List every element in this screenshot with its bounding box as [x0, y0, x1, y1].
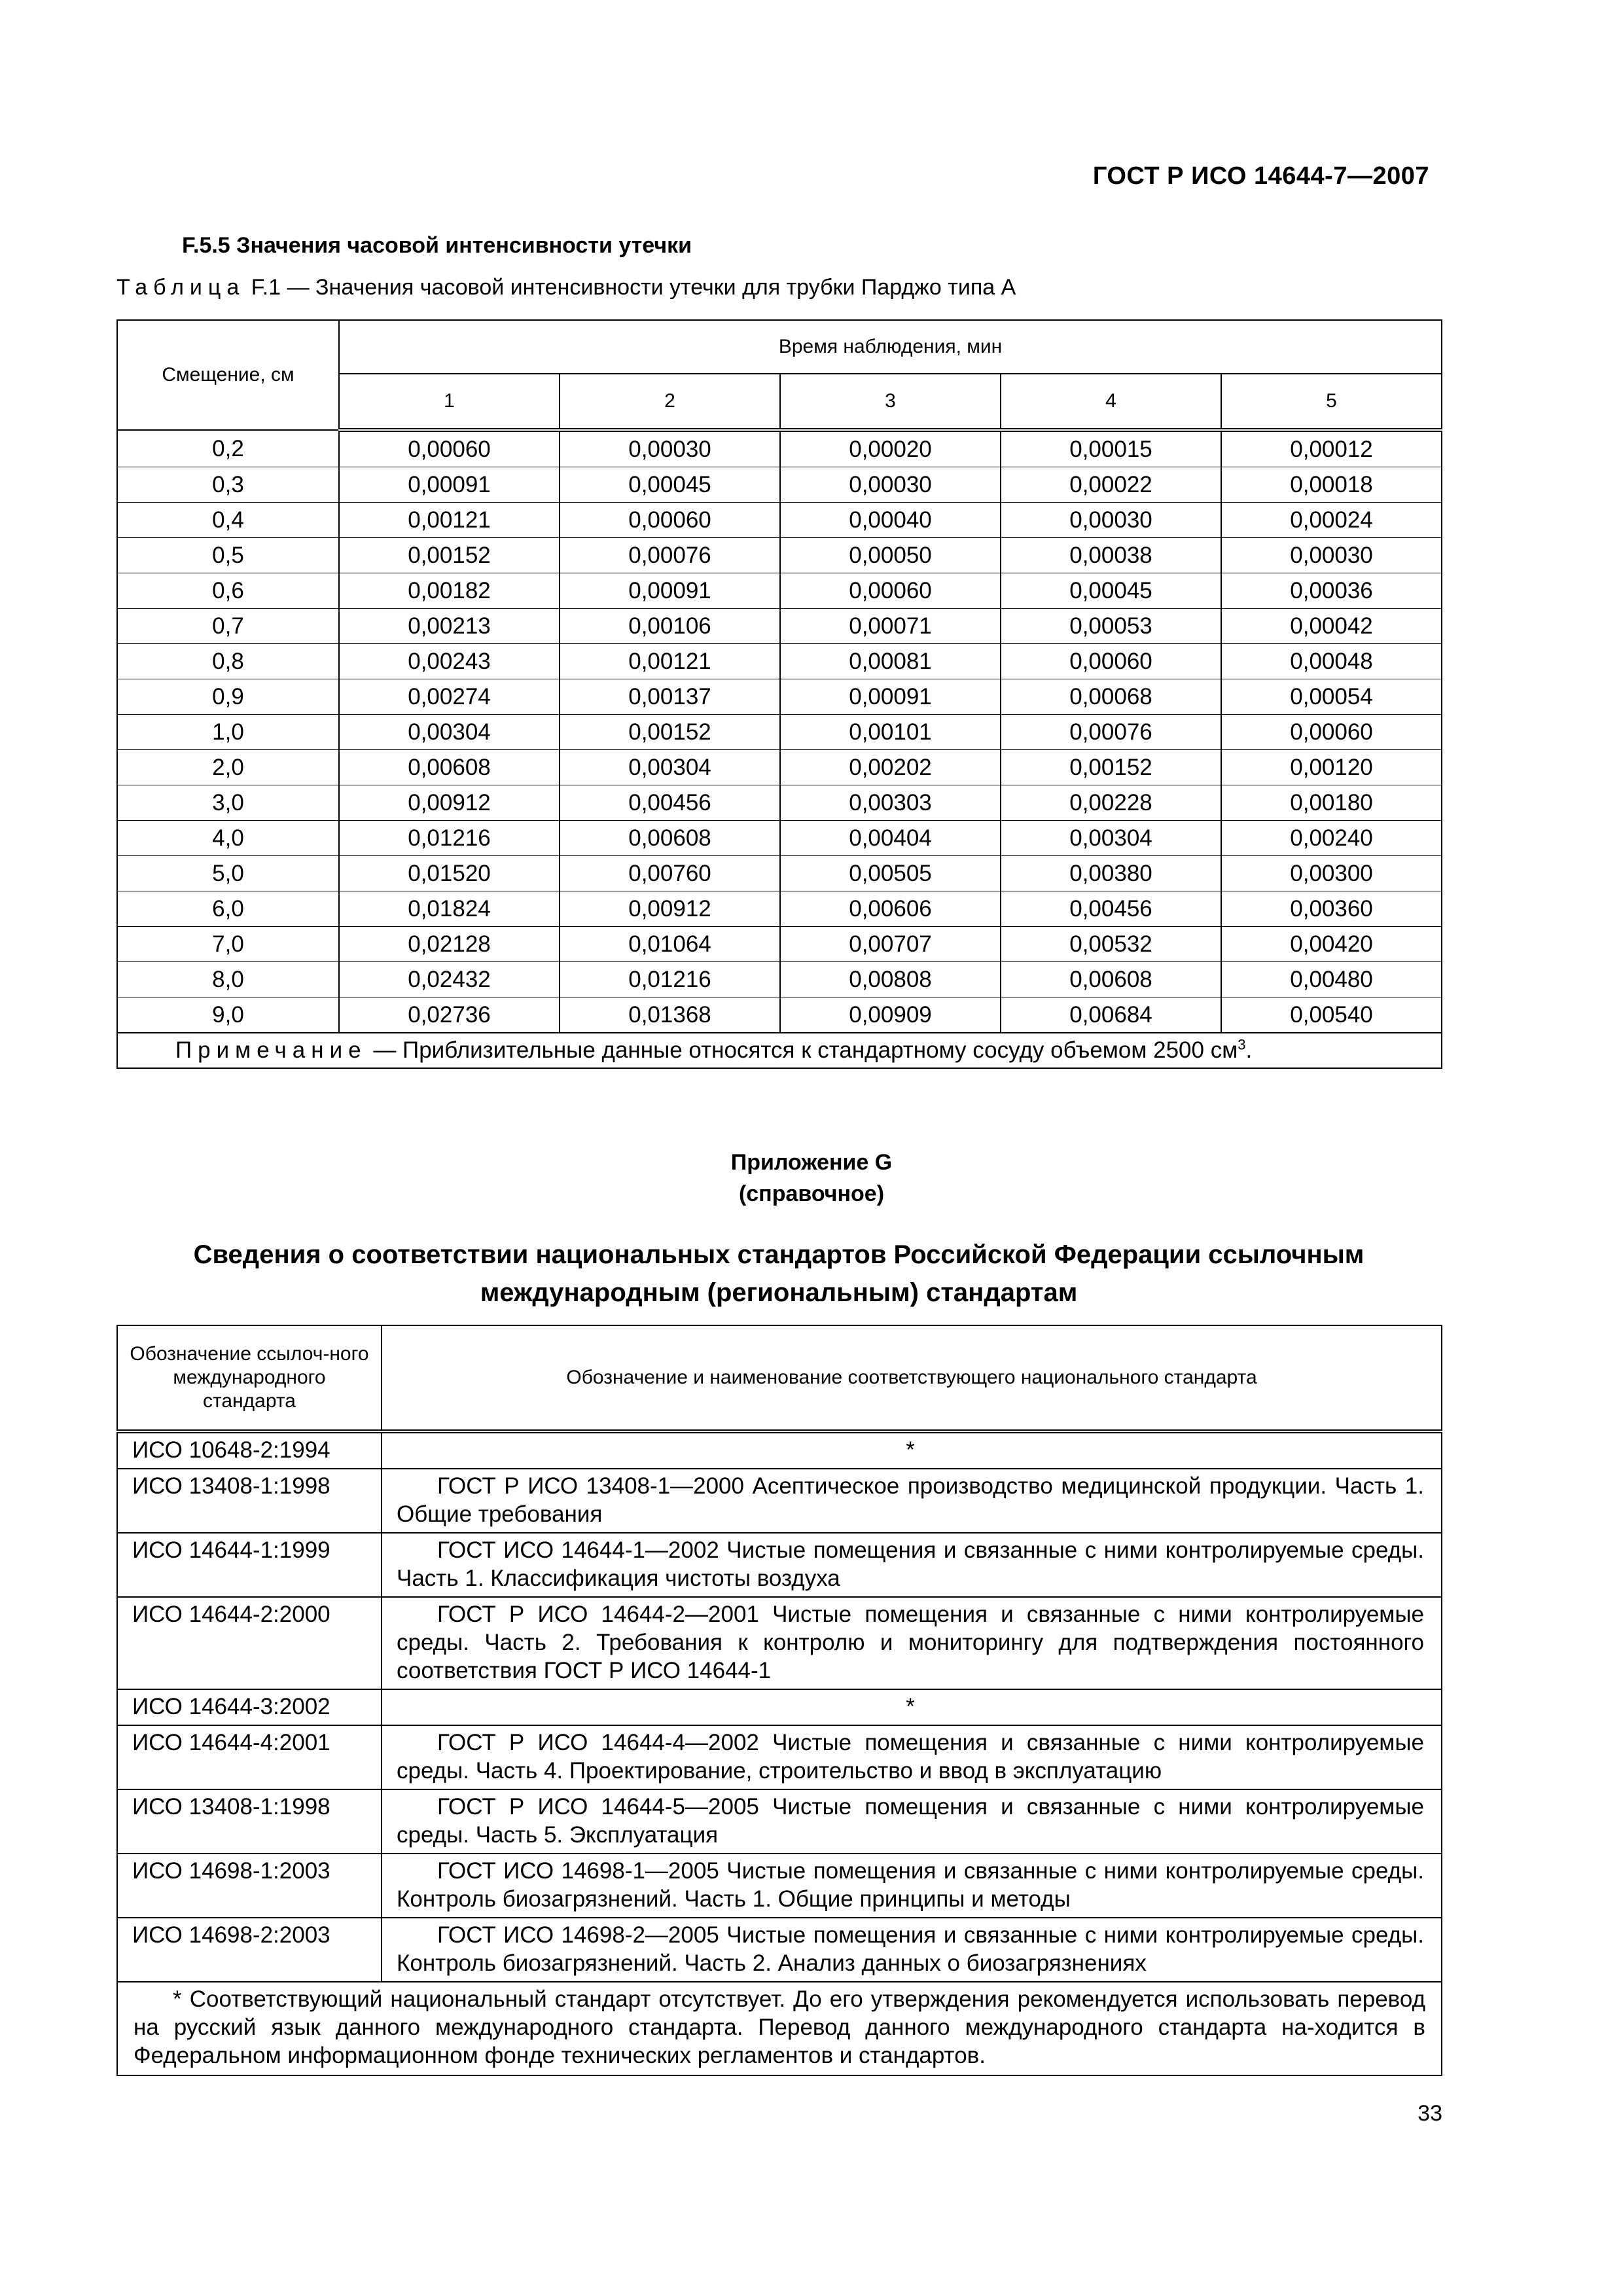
- table-row: [117, 1854, 1442, 1918]
- col-header-observation-time: Время наблюдения, мин: [339, 320, 1442, 374]
- table-note: [117, 1033, 1442, 1068]
- national-standard-cell: ГОСТ ИСО 14644-1—2002 Чистые помещения и связанные с ними контролируемые среды. Часть 1. Классификация чистоты воздуха: [382, 1533, 1442, 1597]
- note-text: — Приблизительные данные относятся к стандартному сосуду объемом 2500 см: [366, 1037, 1238, 1063]
- leak-rate-cell: 0,02736: [339, 997, 560, 1033]
- leak-rate-cell: 0,00050: [780, 538, 1001, 573]
- leak-rate-cell: 0,00456: [1001, 891, 1221, 927]
- table-footnote: * Соответствующий национальный стандарт отсутствует. До его утверждения рекомендуется использовать перевод на русский язык данного международного стандарта. Перевод данного международного стандарта на-ходится в Федеральном информационном фонде технических регламентов и стандартов.: [117, 1982, 1442, 2075]
- leak-rate-cell: 0,00213: [339, 609, 560, 644]
- leak-rate-cell: 0,00300: [1221, 856, 1442, 891]
- table-row: [117, 503, 1442, 538]
- leak-rate-cell: 0,00040: [780, 503, 1001, 538]
- leak-rate-cell: 0,01520: [339, 856, 560, 891]
- offset-cell: 6,0: [117, 891, 339, 927]
- offset-cell: 8,0: [117, 962, 339, 997]
- offset-cell: 3,0: [117, 785, 339, 821]
- leak-rate-cell: 0,00608: [339, 750, 560, 785]
- document-code: ГОСТ Р ИСО 14644-7—2007: [1092, 162, 1429, 190]
- leak-rate-cell: 0,00012: [1221, 430, 1442, 467]
- col-header-minute: 2: [560, 374, 780, 430]
- table-f1-caption: [116, 275, 1016, 300]
- reference-standard-cell: ИСО 10648-2:1994: [117, 1431, 382, 1469]
- leak-rate-cell: 0,00060: [780, 573, 1001, 609]
- leak-rate-cell: 0,00060: [560, 503, 780, 538]
- leak-rate-cell: 0,00068: [1001, 679, 1221, 715]
- leak-rate-cell: 0,00304: [560, 750, 780, 785]
- table-caption-text: F.1 — Значения часовой интенсивности утечки для трубки Парджо типа А: [251, 275, 1016, 300]
- table-row: [117, 1533, 1442, 1597]
- leak-rate-cell: 0,00360: [1221, 891, 1442, 927]
- leak-rate-cell: 0,00456: [560, 785, 780, 821]
- leak-rate-cell: 0,00202: [780, 750, 1001, 785]
- national-standard-cell: *: [382, 1431, 1442, 1469]
- national-standard-cell: ГОСТ Р ИСО 14644-2—2001 Чистые помещения и связанные с ними контролируемые среды. Часть 2. Требования к контролю и мониторингу для подтверждения постоянного соответствия ГОСТ Р ИСО 14644-1: [382, 1597, 1442, 1689]
- reference-standard-cell: ИСО 13408-1:1998: [117, 1789, 382, 1854]
- page-number: 33: [1418, 2101, 1442, 2126]
- correspondence-table-body: [117, 1431, 1442, 1982]
- offset-cell: 0,4: [117, 503, 339, 538]
- national-standard-cell: ГОСТ Р ИСО 14644-4—2002 Чистые помещения и связанные с ними контролируемые среды. Часть 4. Проектирование, строительство и ввод в эксплуатацию: [382, 1725, 1442, 1789]
- table-row: [117, 997, 1442, 1033]
- table-row: [117, 891, 1442, 927]
- leak-rate-cell: 0,00240: [1221, 821, 1442, 856]
- table-row: [117, 430, 1442, 467]
- leak-rate-cell: 0,00912: [560, 891, 780, 927]
- leak-rate-cell: 0,00608: [560, 821, 780, 856]
- table-row: [117, 927, 1442, 962]
- leak-rate-cell: 0,00606: [780, 891, 1001, 927]
- leak-rate-cell: 0,00152: [560, 715, 780, 750]
- offset-cell: 5,0: [117, 856, 339, 891]
- table-row: [117, 962, 1442, 997]
- leak-rate-cell: 0,00152: [1001, 750, 1221, 785]
- offset-cell: 0,8: [117, 644, 339, 679]
- leak-rate-cell: 0,00022: [1001, 467, 1221, 503]
- leak-rate-cell: 0,00020: [780, 430, 1001, 467]
- leak-table-body: [117, 430, 1442, 1033]
- leak-rate-cell: 0,00024: [1221, 503, 1442, 538]
- leak-rate-cell: 0,01216: [560, 962, 780, 997]
- leak-rate-cell: 0,00707: [780, 927, 1001, 962]
- leak-rate-cell: 0,00420: [1221, 927, 1442, 962]
- table-row: [117, 750, 1442, 785]
- col-header-national-standard: Обозначение и наименование соответствующего национального стандарта: [382, 1325, 1442, 1431]
- leak-rate-cell: 0,00054: [1221, 679, 1442, 715]
- offset-cell: 4,0: [117, 821, 339, 856]
- national-standard-cell: ГОСТ Р ИСО 13408-1—2000 Асептическое производство медицинской продукции. Часть 1. Общие требования: [382, 1469, 1442, 1533]
- leak-rate-cell: 0,00912: [339, 785, 560, 821]
- leak-rate-cell: 0,00101: [780, 715, 1001, 750]
- leak-rate-cell: 0,00120: [1221, 750, 1442, 785]
- offset-cell: 0,7: [117, 609, 339, 644]
- leak-rate-cell: 0,00404: [780, 821, 1001, 856]
- leak-rate-cell: 0,00380: [1001, 856, 1221, 891]
- leak-rate-cell: 0,00532: [1001, 927, 1221, 962]
- leak-rate-cell: 0,00106: [560, 609, 780, 644]
- annex-heading: Сведения о соответствии национальных стандартов Российской Федерации ссылочным международным (региональным) стандартам: [193, 1240, 1364, 1307]
- section-heading: F.5.5 Значения часовой интенсивности утечки: [182, 233, 692, 258]
- table-row: [117, 1689, 1442, 1725]
- leak-rate-cell: 0,00018: [1221, 467, 1442, 503]
- national-standard-cell: *: [382, 1689, 1442, 1725]
- note-end: .: [1245, 1037, 1253, 1063]
- leak-rate-cell: 0,00152: [339, 538, 560, 573]
- leak-rate-cell: 0,00243: [339, 644, 560, 679]
- leak-rate-cell: 0,01064: [560, 927, 780, 962]
- note-word: Примечание: [175, 1037, 367, 1063]
- national-standard-cell: ГОСТ Р ИСО 14644-5—2005 Чистые помещения и связанные с ними контролируемые среды. Часть 5. Эксплуатация: [382, 1789, 1442, 1854]
- leak-rate-cell: 0,00760: [560, 856, 780, 891]
- leak-rate-cell: 0,00030: [780, 467, 1001, 503]
- leak-rate-cell: 0,00182: [339, 573, 560, 609]
- reference-standard-cell: ИСО 14644-2:2000: [117, 1597, 382, 1689]
- leak-rate-cell: 0,00060: [339, 430, 560, 467]
- leak-rate-cell: 0,00121: [560, 644, 780, 679]
- leak-rate-cell: 0,00076: [1001, 715, 1221, 750]
- leak-rate-cell: 0,00480: [1221, 962, 1442, 997]
- offset-cell: 7,0: [117, 927, 339, 962]
- leak-rate-cell: 0,00060: [1221, 715, 1442, 750]
- note-superscript: 3: [1238, 1036, 1246, 1053]
- table-row: [117, 644, 1442, 679]
- col-header-minute: 4: [1001, 374, 1221, 430]
- leak-rate-cell: 0,00060: [1001, 644, 1221, 679]
- leak-rate-cell: 0,00684: [1001, 997, 1221, 1033]
- leak-rate-cell: 0,02128: [339, 927, 560, 962]
- col-header-reference-standard: Обозначение ссылоч-ного международного стандарта: [117, 1325, 382, 1431]
- annex-title: Приложение G: [730, 1150, 893, 1175]
- leak-rate-cell: 0,00808: [780, 962, 1001, 997]
- reference-standard-cell: ИСО 14698-1:2003: [117, 1854, 382, 1918]
- leak-rate-cell: 0,00228: [1001, 785, 1221, 821]
- table-caption-word: Таблица: [116, 275, 245, 300]
- table-row: [117, 1469, 1442, 1533]
- leak-rate-cell: 0,00180: [1221, 785, 1442, 821]
- national-standard-cell: ГОСТ ИСО 14698-2—2005 Чистые помещения и связанные с ними контролируемые среды. Контроль биозагрязнений. Часть 2. Анализ данных о биозагрязнениях: [382, 1918, 1442, 1982]
- table-row: [117, 1431, 1442, 1469]
- leak-rate-cell: 0,00304: [339, 715, 560, 750]
- offset-cell: 2,0: [117, 750, 339, 785]
- reference-standard-cell: ИСО 14644-1:1999: [117, 1533, 382, 1597]
- leak-rate-cell: 0,00304: [1001, 821, 1221, 856]
- leak-rate-cell: 0,01368: [560, 997, 780, 1033]
- offset-cell: 1,0: [117, 715, 339, 750]
- leak-rate-cell: 0,00071: [780, 609, 1001, 644]
- leak-rate-cell: 0,00045: [1001, 573, 1221, 609]
- table-row: [117, 609, 1442, 644]
- offset-cell: 0,9: [117, 679, 339, 715]
- table-row: [117, 1725, 1442, 1789]
- reference-standard-cell: ИСО 14644-3:2002: [117, 1689, 382, 1725]
- leak-rate-cell: 0,00608: [1001, 962, 1221, 997]
- table-row: [117, 1918, 1442, 1982]
- table-row: [117, 821, 1442, 856]
- table-row: [117, 856, 1442, 891]
- leak-rate-cell: 0,00091: [339, 467, 560, 503]
- leak-rate-cell: 0,00036: [1221, 573, 1442, 609]
- table-row: [117, 1789, 1442, 1854]
- leak-rate-cell: 0,00505: [780, 856, 1001, 891]
- table-row: [117, 467, 1442, 503]
- col-header-minute: 1: [339, 374, 560, 430]
- leak-rate-cell: 0,02432: [339, 962, 560, 997]
- leak-rate-cell: 0,00042: [1221, 609, 1442, 644]
- leak-rate-cell: 0,00091: [780, 679, 1001, 715]
- leak-rate-cell: 0,01824: [339, 891, 560, 927]
- leak-rate-cell: 0,00303: [780, 785, 1001, 821]
- leak-rate-cell: 0,00909: [780, 997, 1001, 1033]
- table-row: [117, 538, 1442, 573]
- leak-rate-cell: 0,00030: [560, 430, 780, 467]
- leak-rate-cell: 0,00045: [560, 467, 780, 503]
- leak-rate-cell: 0,01216: [339, 821, 560, 856]
- reference-standard-cell: ИСО 14644-4:2001: [117, 1725, 382, 1789]
- col-header-offset: Смещение, см: [117, 320, 339, 430]
- table-row: [117, 1597, 1442, 1689]
- table-row: [117, 785, 1442, 821]
- reference-standard-cell: ИСО 13408-1:1998: [117, 1469, 382, 1533]
- leak-rate-cell: 0,00030: [1001, 503, 1221, 538]
- col-header-minute: 5: [1221, 374, 1442, 430]
- offset-cell: 0,5: [117, 538, 339, 573]
- offset-cell: 9,0: [117, 997, 339, 1033]
- reference-standard-cell: ИСО 14698-2:2003: [117, 1918, 382, 1982]
- leak-rate-cell: 0,00015: [1001, 430, 1221, 467]
- annex-title-block: [0, 1147, 1623, 1210]
- leak-rate-cell: 0,00030: [1221, 538, 1442, 573]
- leak-rate-cell: 0,00274: [339, 679, 560, 715]
- leak-rate-cell: 0,00137: [560, 679, 780, 715]
- offset-cell: 0,3: [117, 467, 339, 503]
- leak-rate-cell: 0,00121: [339, 503, 560, 538]
- leak-rate-cell: 0,00076: [560, 538, 780, 573]
- standards-correspondence-table: [116, 1325, 1442, 2076]
- table-row: [117, 715, 1442, 750]
- offset-cell: 0,2: [117, 430, 339, 467]
- national-standard-cell: ГОСТ ИСО 14698-1—2005 Чистые помещения и связанные с ними контролируемые среды. Контроль биозагрязнений. Часть 1. Общие принципы и методы: [382, 1854, 1442, 1918]
- leak-rate-cell: 0,00081: [780, 644, 1001, 679]
- annex-subtitle: (справочное): [738, 1181, 885, 1206]
- table-row: [117, 679, 1442, 715]
- leak-rate-cell: 0,00091: [560, 573, 780, 609]
- leak-rate-cell: 0,00053: [1001, 609, 1221, 644]
- col-header-minute: 3: [780, 374, 1001, 430]
- leak-rate-cell: 0,00540: [1221, 997, 1442, 1033]
- table-row: [117, 573, 1442, 609]
- offset-cell: 0,6: [117, 573, 339, 609]
- leak-rate-table: [116, 319, 1442, 1069]
- leak-rate-cell: 0,00048: [1221, 644, 1442, 679]
- leak-rate-cell: 0,00038: [1001, 538, 1221, 573]
